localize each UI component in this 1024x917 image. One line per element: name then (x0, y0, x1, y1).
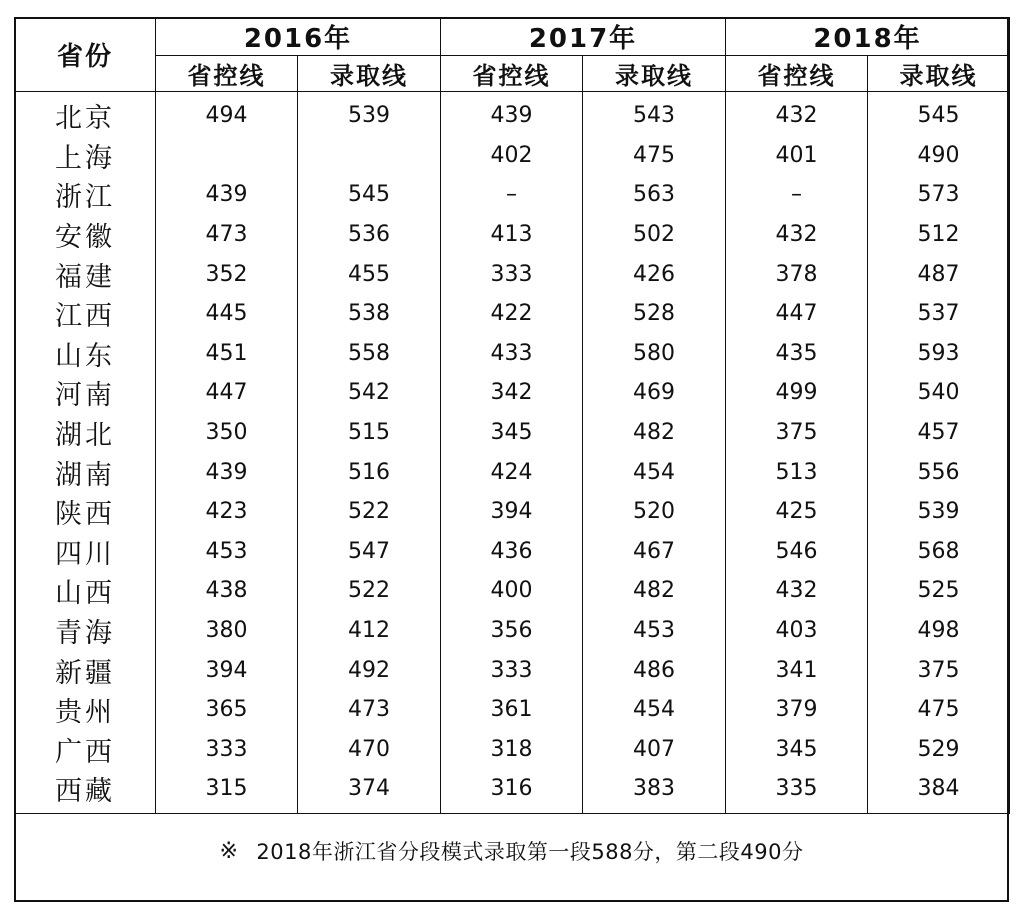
footnote (14, 800, 1009, 902)
admission-line-cell: 454 (583, 690, 726, 730)
control-line-cell: 439 (441, 92, 583, 136)
control-line-cell: – (726, 175, 868, 215)
admission-line-cell: 457 (868, 413, 1010, 453)
admission-line-cell: 539 (868, 492, 1010, 532)
control-line-cell: 423 (156, 492, 298, 532)
admission-line-cell: 568 (868, 532, 1010, 572)
admission-line-cell: 540 (868, 373, 1010, 413)
admission-line-cell: 542 (298, 373, 441, 413)
admission-line-cell: 520 (583, 492, 726, 532)
admission-line-cell: 538 (298, 294, 441, 334)
control-line-header: 省控线 (441, 56, 583, 92)
table-row (15, 452, 1010, 492)
control-line-header: 省控线 (726, 56, 868, 92)
admission-line-cell: 490 (868, 136, 1010, 176)
admission-line-cell: 473 (298, 690, 441, 730)
province-cell: 山西 (15, 571, 156, 611)
table-row (15, 571, 1010, 611)
table-header (15, 18, 1010, 92)
admission-line-cell: 522 (298, 492, 441, 532)
admission-line-cell: 487 (868, 254, 1010, 294)
control-line-cell: 424 (441, 452, 583, 492)
control-line-header: 省控线 (156, 56, 298, 92)
province-column-header: 省份 (15, 18, 156, 92)
admission-line-cell: 543 (583, 92, 726, 136)
control-line-cell: 394 (156, 650, 298, 690)
admission-line-cell: 547 (298, 532, 441, 572)
admission-score-table (14, 17, 1010, 814)
table-row (15, 136, 1010, 176)
table-row (15, 92, 1010, 136)
admission-line-cell: 426 (583, 254, 726, 294)
table-body (15, 92, 1010, 814)
admission-line-cell: 536 (298, 215, 441, 255)
table-row (15, 690, 1010, 730)
admission-line-cell: 407 (583, 730, 726, 770)
table-row (15, 215, 1010, 255)
control-line-cell: 335 (726, 769, 868, 813)
admission-line-cell: 453 (583, 611, 726, 651)
control-line-cell: 345 (726, 730, 868, 770)
table-row (15, 492, 1010, 532)
admission-line-cell: 383 (583, 769, 726, 813)
control-line-cell: 439 (156, 175, 298, 215)
admission-line-cell: 475 (583, 136, 726, 176)
control-line-cell: 333 (156, 730, 298, 770)
control-line-cell: 356 (441, 611, 583, 651)
admission-line-cell: 384 (868, 769, 1010, 813)
admission-line-cell: 522 (298, 571, 441, 611)
admission-line-cell: 498 (868, 611, 1010, 651)
admission-line-cell: 529 (868, 730, 1010, 770)
table-row (15, 175, 1010, 215)
footnote-text: 2018年浙江省分段模式录取第一段588分，第二段490分 (256, 840, 804, 864)
table-row (15, 532, 1010, 572)
admission-line-cell: 515 (298, 413, 441, 453)
header-row-subcolumns (15, 56, 1010, 92)
admission-line-cell: 374 (298, 769, 441, 813)
control-line-cell: 400 (441, 571, 583, 611)
control-line-cell: 350 (156, 413, 298, 453)
admission-line-header: 录取线 (868, 56, 1010, 92)
admission-line-cell: 475 (868, 690, 1010, 730)
admission-line-cell: 558 (298, 334, 441, 374)
control-line-cell: 494 (156, 92, 298, 136)
province-cell: 贵州 (15, 690, 156, 730)
admission-line-cell: 467 (583, 532, 726, 572)
admission-line-cell: 469 (583, 373, 726, 413)
province-cell: 福建 (15, 254, 156, 294)
province-cell: 上海 (15, 136, 156, 176)
admission-line-cell: 470 (298, 730, 441, 770)
control-line-cell: 394 (441, 492, 583, 532)
admission-line-cell: 537 (868, 294, 1010, 334)
admission-line-cell: 573 (868, 175, 1010, 215)
admission-line-cell: 454 (583, 452, 726, 492)
control-line-cell: 333 (441, 650, 583, 690)
province-cell: 湖北 (15, 413, 156, 453)
control-line-cell: 425 (726, 492, 868, 532)
table-row (15, 611, 1010, 651)
admission-line-cell: 482 (583, 413, 726, 453)
admission-line-cell: 539 (298, 92, 441, 136)
admission-line-cell: 482 (583, 571, 726, 611)
control-line-cell: 352 (156, 254, 298, 294)
table-row (15, 334, 1010, 374)
control-line-cell: 435 (726, 334, 868, 374)
year-header-2018: 2018年 (726, 18, 1010, 56)
control-line-cell: 432 (726, 215, 868, 255)
year-header-2017: 2017年 (441, 18, 726, 56)
control-line-cell: 432 (726, 92, 868, 136)
header-row-years (15, 18, 1010, 56)
province-cell: 西藏 (15, 769, 156, 813)
province-cell: 青海 (15, 611, 156, 651)
admission-line-cell: 580 (583, 334, 726, 374)
province-cell: 湖南 (15, 452, 156, 492)
control-line-cell: 315 (156, 769, 298, 813)
table-row (15, 254, 1010, 294)
admission-line-cell: 516 (298, 452, 441, 492)
admission-line-cell: 492 (298, 650, 441, 690)
table-row (15, 413, 1010, 453)
province-cell: 陕西 (15, 492, 156, 532)
control-line-cell: 438 (156, 571, 298, 611)
province-cell: 山东 (15, 334, 156, 374)
admission-line-cell: 412 (298, 611, 441, 651)
control-line-cell: 451 (156, 334, 298, 374)
control-line-cell: 546 (726, 532, 868, 572)
control-line-cell: 445 (156, 294, 298, 334)
control-line-cell: 413 (441, 215, 583, 255)
admission-line-cell: 545 (298, 175, 441, 215)
control-line-cell: 453 (156, 532, 298, 572)
reference-mark: ※ (219, 838, 239, 864)
control-line-cell: 403 (726, 611, 868, 651)
province-cell: 浙江 (15, 175, 156, 215)
control-line-cell: 345 (441, 413, 583, 453)
admission-line-cell (298, 136, 441, 176)
province-cell: 广西 (15, 730, 156, 770)
admission-line-cell: 455 (298, 254, 441, 294)
province-cell: 新疆 (15, 650, 156, 690)
control-line-cell: 379 (726, 690, 868, 730)
year-header-2016: 2016年 (156, 18, 441, 56)
admission-line-cell: 593 (868, 334, 1010, 374)
control-line-cell: 473 (156, 215, 298, 255)
control-line-cell: 432 (726, 571, 868, 611)
admission-line-cell: 563 (583, 175, 726, 215)
admission-line-cell: 528 (583, 294, 726, 334)
control-line-cell: 436 (441, 532, 583, 572)
province-cell: 河南 (15, 373, 156, 413)
control-line-cell: 513 (726, 452, 868, 492)
control-line-cell: 365 (156, 690, 298, 730)
control-line-cell: 318 (441, 730, 583, 770)
control-line-cell: 447 (726, 294, 868, 334)
control-line-cell: 433 (441, 334, 583, 374)
admission-line-cell: 486 (583, 650, 726, 690)
table-row (15, 373, 1010, 413)
admission-line-cell: 556 (868, 452, 1010, 492)
control-line-cell (156, 136, 298, 176)
control-line-cell: 341 (726, 650, 868, 690)
province-cell: 江西 (15, 294, 156, 334)
control-line-cell: 401 (726, 136, 868, 176)
province-cell: 安徽 (15, 215, 156, 255)
control-line-cell: – (441, 175, 583, 215)
admission-line-cell: 545 (868, 92, 1010, 136)
control-line-cell: 361 (441, 690, 583, 730)
control-line-cell: 422 (441, 294, 583, 334)
control-line-cell: 447 (156, 373, 298, 413)
admission-line-cell: 525 (868, 571, 1010, 611)
control-line-cell: 375 (726, 413, 868, 453)
admission-line-header: 录取线 (298, 56, 441, 92)
table-row (15, 294, 1010, 334)
control-line-cell: 316 (441, 769, 583, 813)
admission-line-cell: 375 (868, 650, 1010, 690)
control-line-cell: 378 (726, 254, 868, 294)
table-row (15, 730, 1010, 770)
admission-line-cell: 512 (868, 215, 1010, 255)
province-cell: 北京 (15, 92, 156, 136)
control-line-cell: 333 (441, 254, 583, 294)
control-line-cell: 342 (441, 373, 583, 413)
control-line-cell: 380 (156, 611, 298, 651)
control-line-cell: 439 (156, 452, 298, 492)
province-cell: 四川 (15, 532, 156, 572)
table-row (15, 650, 1010, 690)
admission-line-header: 录取线 (583, 56, 726, 92)
control-line-cell: 499 (726, 373, 868, 413)
admission-line-cell: 502 (583, 215, 726, 255)
control-line-cell: 402 (441, 136, 583, 176)
